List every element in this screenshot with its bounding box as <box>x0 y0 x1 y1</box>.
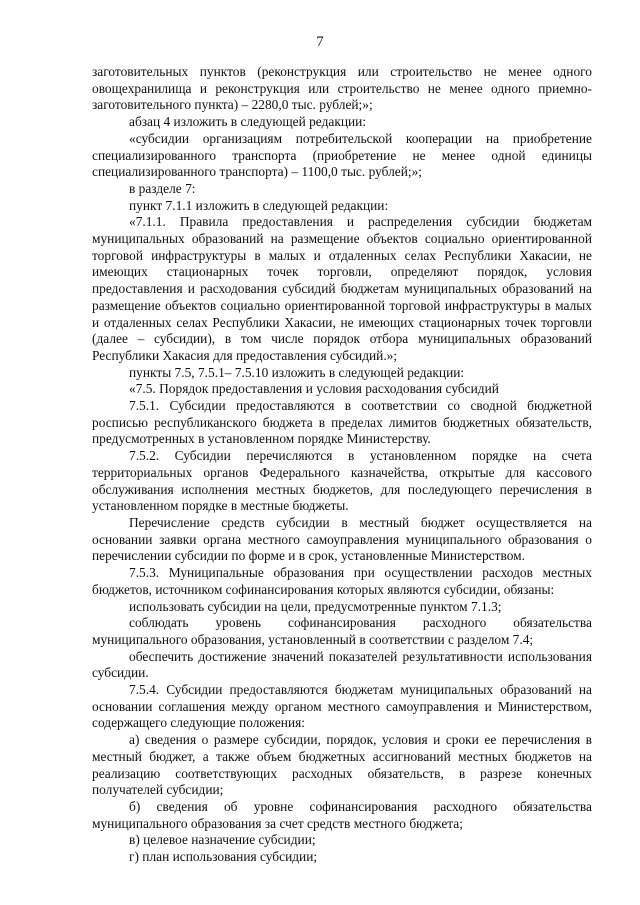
paragraph: пункт 7.1.1 изложить в следующей редакции: <box>129 197 389 213</box>
paragraph: использовать субсидии на цели, предусмотренные пунктом 7.1.3; <box>129 598 502 614</box>
paragraph: б) сведения об уровне софинансирования расходного обязательства муниципального образования за счет средств местного бюджета; <box>92 798 592 831</box>
paragraph: «7.1.1. Правила предоставления и распределения субсидии бюджетам муниципальных образований на размещение объектов социально ориентированной торговой инфраструктуры в малых и отдаленных селах Республики Хакасии, не имеющих стационарных точек торговли, определяют порядок, условия предоставления и расходования субсидий бюджетам муниципальных образований на размещение объектов социально ориентированной торговой инфраструктуры в малых и отдаленных селах Республики Хакасии, не имеющих стационарных точек торговли (далее – субсидии), в том числе порядок отбора муниципальных образований Республики Хакасия для предоставления субсидий.»; <box>92 214 592 363</box>
paragraph: 7.5.3. Муниципальные образования при осуществлении расходов местных бюджетов, источником софинансирования которых являются субсидии, обязаны: <box>92 565 592 597</box>
paragraph: в разделе 7: <box>129 180 196 196</box>
paragraph: а) сведения о размере субсидии, порядок, условия и сроки ее перечисления в местный бюджет, а также объем бюджетных ассигнований местных бюджетов на реализацию соответствующих расходных обязательств, в разрезе конечных получателей субсидии; <box>92 732 592 798</box>
document-body <box>92 64 592 866</box>
page-number: 7 <box>316 34 324 50</box>
paragraph: 7.5.2. Субсидии перечисляются в установленном порядке на счета территориальных органов Федерального казначейства, открытые для кассового обслуживания исполнения местных бюджетов, для последующего перечисления в установленном порядке в местные бюджеты. <box>92 448 592 514</box>
paragraph: соблюдать уровень софинансирования расходного обязательства муниципального образования, установленный в соответствии с разделом 7.4; <box>92 615 592 647</box>
paragraph: в) целевое назначение субсидии; <box>129 832 316 848</box>
paragraph: заготовительных пунктов (реконструкция или строительство не менее одного овощехранилища и реконструкция или строительство не менее одного приемно-заготовительного пункта) – 2280,0 тыс. рублей;»; <box>92 64 592 113</box>
paragraph: обеспечить достижение значений показателей результативности использования субсидии. <box>92 648 592 681</box>
paragraph: «субсидии организациям потребительской кооперации на приобретение специализированного транспорта (приобретение не менее одной единицы специализированного транспорта) – 1100,0 тыс. рублей;»; <box>92 130 592 180</box>
paragraph: г) план использования субсидии; <box>129 849 318 865</box>
paragraph: 7.5.4. Субсидии предоставляются бюджетам муниципальных образований на основании соглашения между органом местного самоуправления и Министерством, содержащего следующие положения: <box>92 682 592 731</box>
paragraph: Перечисление средств субсидии в местный бюджет осуществляется на основании заявки органа местного самоуправления муниципального образования о перечислении субсидии по форме и в срок, установленные Министерством. <box>92 514 592 564</box>
paragraph: «7.5. Порядок предоставления и условия расходования субсидий <box>129 381 499 397</box>
paragraph: пункты 7.5, 7.5.1– 7.5.10 изложить в следующей редакции: <box>129 364 465 380</box>
paragraph: 7.5.1. Субсидии предоставляются в соответствии со сводной бюджетной росписью республиканского бюджета в пределах лимитов бюджетных обязательств, предусмотренных в установленном порядке Министерству. <box>92 398 592 447</box>
paragraph: абзац 4 изложить в следующей редакции: <box>129 114 367 130</box>
